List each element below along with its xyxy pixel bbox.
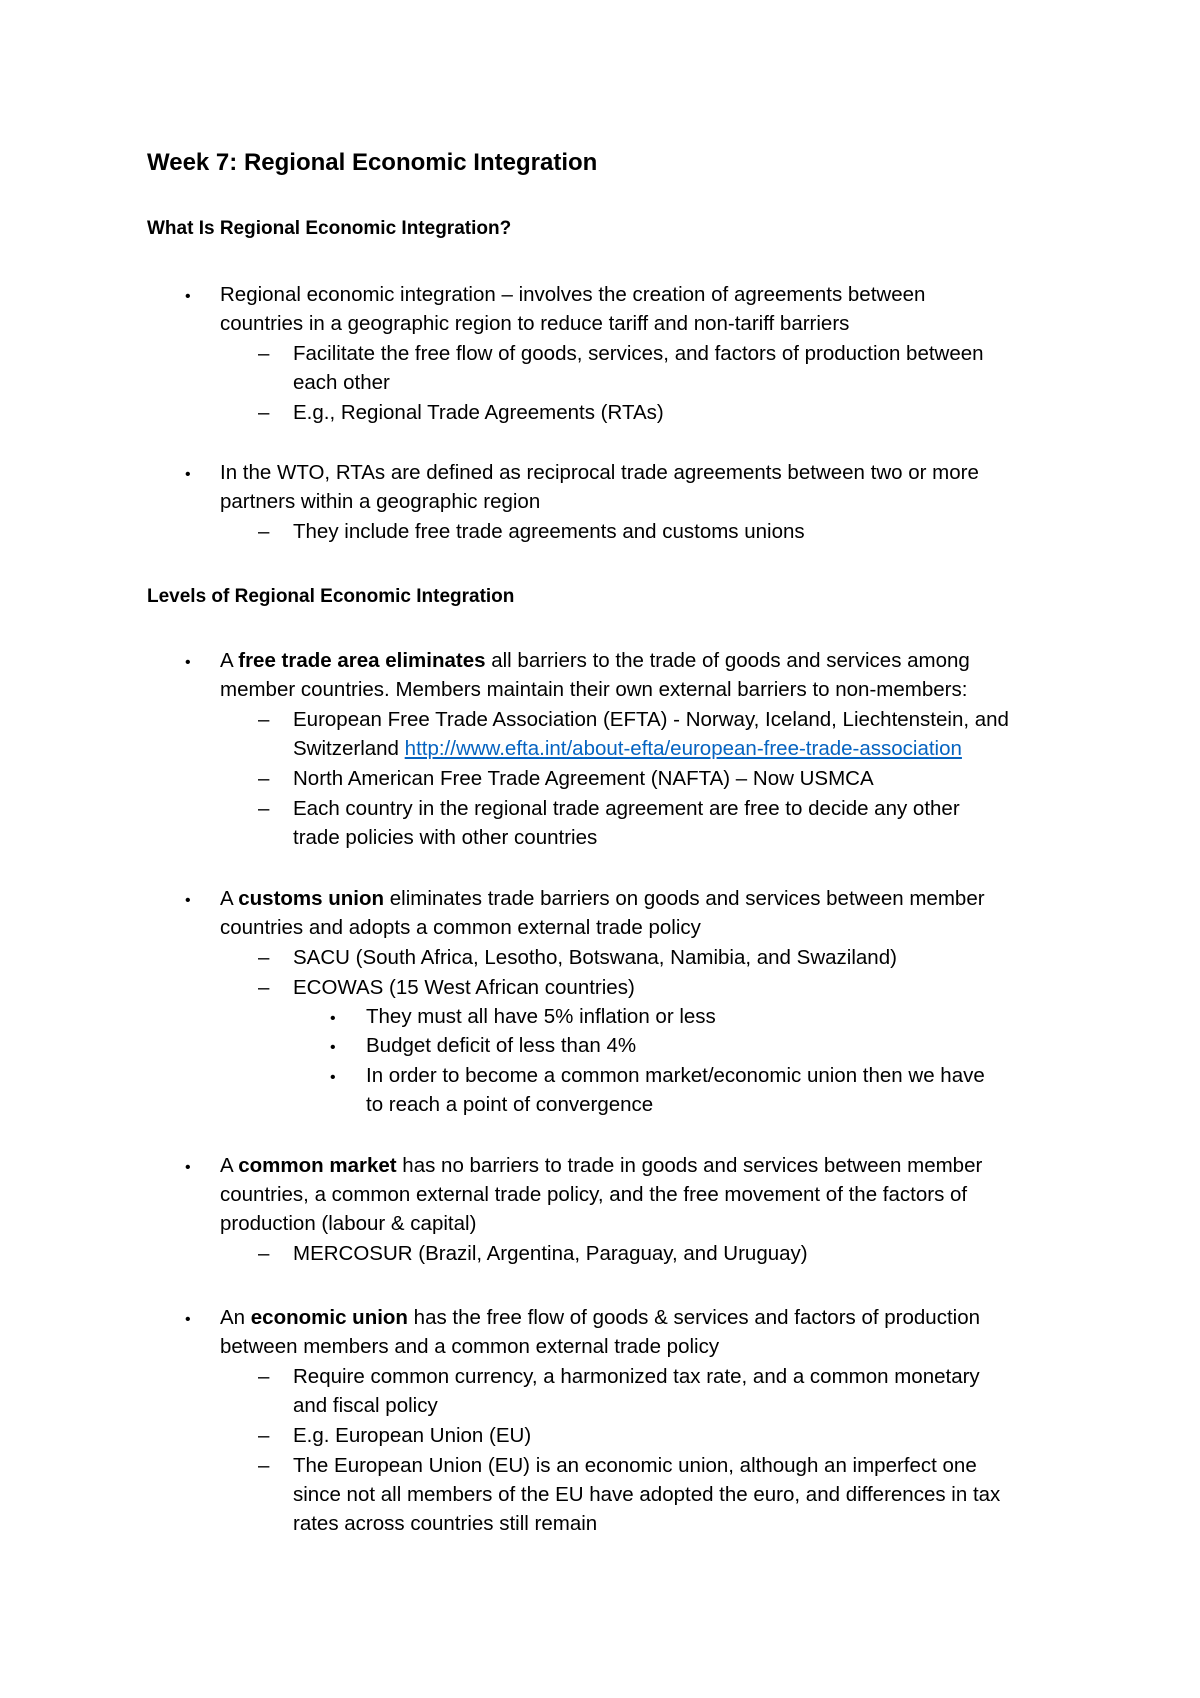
- sub-item-line: European Free Trade Association (EFTA) - Norway, Iceland, Liechtenstein, and: [293, 708, 1009, 731]
- bullet-text-line: An economic union has the free flow of goods & services and factors of production: [220, 1306, 981, 1329]
- sub-item-line: North American Free Trade Agreement (NAFTA) – Now USMCA: [293, 767, 874, 790]
- bullet-text-line: A free trade area eliminates all barriers to the trade of goods and services among: [220, 649, 970, 672]
- bullet-icon: •: [185, 466, 191, 483]
- bullet-text-line: production (labour & capital): [220, 1212, 477, 1235]
- sub-sub-item-line: Budget deficit of less than 4%: [366, 1034, 637, 1057]
- sub-item-line: The European Union (EU) is an economic union, although an imperfect one: [293, 1454, 977, 1477]
- dash-icon: –: [258, 946, 270, 969]
- bullet-text-line: A common market has no barriers to trade in goods and services between member: [220, 1154, 983, 1177]
- dash-icon: –: [258, 520, 270, 543]
- page-title: Week 7: Regional Economic Integration: [147, 149, 598, 176]
- sub-item-line: Switzerland http://www.efta.int/about-efta/european-free-trade-association: [293, 737, 962, 760]
- sub-item-line: each other: [293, 371, 390, 394]
- sub-item-line: Require common currency, a harmonized tax rate, and a common monetary: [293, 1365, 980, 1388]
- section-heading-levels: Levels of Regional Economic Integration: [147, 586, 515, 607]
- bullet-icon: •: [185, 892, 191, 909]
- bullet-text-line: A customs union eliminates trade barriers on goods and services between member: [220, 887, 985, 910]
- dash-icon: –: [258, 797, 270, 820]
- sub-sub-item-line: In order to become a common market/economic union then we have: [366, 1064, 985, 1087]
- dash-icon: –: [258, 401, 270, 424]
- dash-icon: –: [258, 1424, 270, 1447]
- bullet-icon: •: [330, 1039, 336, 1056]
- bullet-icon: •: [185, 1159, 191, 1176]
- sub-item-line: MERCOSUR (Brazil, Argentina, Paraguay, and Uruguay): [293, 1242, 808, 1265]
- bullet-icon: •: [330, 1010, 336, 1027]
- sub-item-line: Each country in the regional trade agreement are free to decide any other: [293, 797, 960, 820]
- sub-sub-item-line: to reach a point of convergence: [366, 1093, 654, 1116]
- bullet-icon: •: [185, 654, 191, 671]
- sub-item-line: trade policies with other countries: [293, 826, 598, 849]
- bullet-text-line: between members and a common external trade policy: [220, 1335, 720, 1358]
- sub-item-line: They include free trade agreements and customs unions: [293, 520, 805, 543]
- term-free-trade-area: free trade area eliminates: [238, 649, 486, 672]
- term-economic-union: economic union: [250, 1306, 408, 1329]
- sub-item-line: ECOWAS (15 West African countries): [293, 976, 635, 999]
- dash-icon: –: [258, 1242, 270, 1265]
- bullet-icon: •: [185, 1311, 191, 1328]
- bullet-text-line: countries, a common external trade policy, and the free movement of the factors of: [220, 1183, 968, 1206]
- bullet-text-line: countries and adopts a common external trade policy: [220, 916, 701, 939]
- efta-link[interactable]: http://www.efta.int/about-efta/european-free-trade-association: [404, 737, 962, 760]
- bullet-text-line: partners within a geographic region: [220, 490, 541, 513]
- dash-icon: –: [258, 708, 270, 731]
- bullet-text-line: member countries. Members maintain their own external barriers to non-members:: [220, 678, 968, 701]
- sub-item-line: and fiscal policy: [293, 1394, 438, 1417]
- sub-sub-item-line: They must all have 5% inflation or less: [366, 1005, 716, 1028]
- bullet-text-line: Regional economic integration – involves the creation of agreements between: [220, 283, 926, 306]
- dash-icon: –: [258, 1454, 270, 1477]
- bullet-icon: •: [185, 288, 191, 305]
- dash-icon: –: [258, 1365, 270, 1388]
- sub-item-line: E.g., Regional Trade Agreements (RTAs): [293, 401, 664, 424]
- sub-item-line: Facilitate the free flow of goods, services, and factors of production between: [293, 342, 984, 365]
- sub-item-line: E.g. European Union (EU): [293, 1424, 532, 1447]
- dash-icon: –: [258, 342, 270, 365]
- bullet-text-line: countries in a geographic region to reduce tariff and non-tariff barriers: [220, 312, 850, 335]
- section-heading-what-is: What Is Regional Economic Integration?: [147, 218, 512, 239]
- sub-item-line: since not all members of the EU have adopted the euro, and differences in tax: [293, 1483, 1001, 1506]
- term-customs-union: customs union: [238, 887, 385, 910]
- bullet-text-line: In the WTO, RTAs are defined as reciprocal trade agreements between two or more: [220, 461, 979, 484]
- sub-item-line: rates across countries still remain: [293, 1512, 598, 1535]
- dash-icon: –: [258, 976, 270, 999]
- sub-item-line: SACU (South Africa, Lesotho, Botswana, Namibia, and Swaziland): [293, 946, 897, 969]
- dash-icon: –: [258, 767, 270, 790]
- term-common-market: common market: [238, 1154, 397, 1177]
- bullet-icon: •: [330, 1069, 336, 1086]
